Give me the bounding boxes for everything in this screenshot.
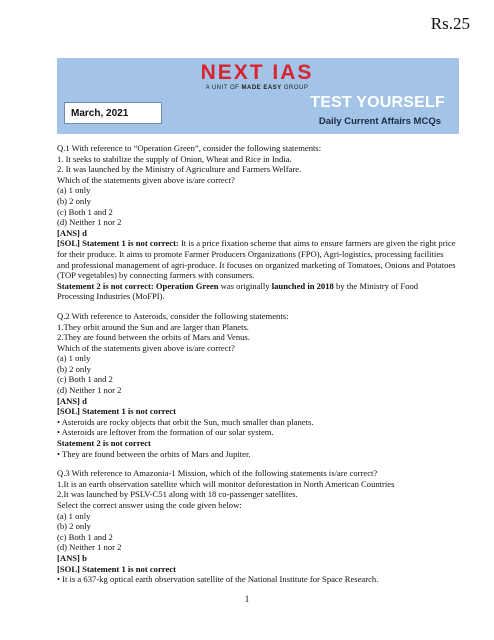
solution-1-statement-2 — [57, 281, 457, 302]
statement-1-1: 1. It seeks to stabilize the supply of Onion, Wheat and Rice in India. — [57, 153, 292, 164]
solution-2-s2-label: Statement 2 is not correct — [57, 438, 151, 449]
option-2b: (b) 2 only — [57, 363, 91, 374]
solution-1-s2-label: Statement 2 is not correct: Operation Green — [57, 280, 219, 291]
answer-1: [ANS] d — [57, 227, 87, 238]
page-title: TEST YOURSELF — [310, 94, 445, 111]
page-subtitle: Daily Current Affairs MCQs — [318, 116, 441, 127]
question-block-2 — [57, 311, 457, 459]
statement-2-2: 2.They are found between the orbits of Mars and Venus. — [57, 332, 250, 343]
logo-text: NEXT IAS — [200, 61, 314, 84]
solution-1-text: It is a price fixation scheme that aims to ensure farmers are given the right price for their produce. It aims to promote Farmer Producers Organizations (FPO), Agri-logistics, processing facilities and professional management of agri-produce. It focuses on organized marketing of Tomatoes, Onions and Potatoes (TOP vegetables) by connecting farmers with consumers. — [57, 238, 456, 281]
statement-1-2: 2. It was launched by the Ministry of Agriculture and Farmers Welfare. — [57, 164, 302, 175]
solution-2-bullet-2: • Asteroids are leftover from the formation of our solar system. — [57, 427, 274, 438]
solution-1-s2-text-a: was originally — [218, 280, 272, 291]
solution-2-label: [SOL] Statement 1 is not correct — [57, 406, 176, 417]
option-1c: (c) Both 1 and 2 — [57, 206, 113, 217]
solution-3-label: [SOL] Statement 1 is not correct — [57, 563, 176, 574]
answer-3: [ANS] b — [57, 552, 87, 563]
solution-2-bullet-1: • Asteroids are rocky objects that orbit the Sun, much smaller than planets. — [57, 416, 314, 427]
option-1d: (d) Neither 1 nor 2 — [57, 217, 122, 228]
question-1-prompt: Which of the statements given above is/are correct? — [57, 174, 235, 185]
logo-sub-suffix: GROUP — [283, 85, 309, 91]
option-2a: (a) 1 only — [57, 353, 91, 364]
option-3d: (d) Neither 1 nor 2 — [57, 542, 122, 553]
header-banner — [57, 58, 459, 134]
question-block-1 — [57, 143, 457, 302]
question-2-prompt: Which of the statements given above is/are correct? — [57, 342, 235, 353]
question-block-3 — [57, 468, 457, 585]
option-1b: (b) 2 only — [57, 195, 91, 206]
page-number: 1 — [244, 594, 250, 604]
next-ias-logo — [193, 62, 321, 91]
statement-3-2: 2.It was launched by PSLV-C51 along with 18 co-passenger satellites. — [57, 489, 298, 500]
solution-1-label: [SOL] Statement 1 is not correct: — [57, 238, 179, 249]
logo-sub-brand: MADE EASY — [241, 85, 282, 91]
statement-2-1: 1.They orbit around the Sun and are larger than Planets. — [57, 321, 249, 332]
solution-1-s2-bold: launched in 2018 — [271, 280, 334, 291]
logo-sub-prefix: A UNIT OF — [205, 85, 240, 91]
statement-3-1: 1.It is an earth observation satellite which will monitor deforestation in North American Countries — [57, 478, 395, 489]
option-3c: (c) Both 1 and 2 — [57, 531, 113, 542]
answer-2: [ANS] d — [57, 395, 87, 406]
question-2-text: Q.2 With reference to Asteroids, consider the following statements: — [57, 310, 289, 321]
option-3a: (a) 1 only — [57, 510, 91, 521]
mcq-content — [57, 143, 457, 594]
option-1a: (a) 1 only — [57, 185, 91, 196]
solution-1 — [57, 238, 457, 280]
logo-subtitle — [193, 85, 321, 91]
price-label: Rs.25 — [430, 14, 470, 33]
option-3b: (b) 2 only — [57, 521, 91, 532]
solution-3-bullet-1: • It is a 637-kg optical earth observation satellite of the National Institute for Space Research. — [57, 574, 379, 585]
option-2d: (d) Neither 1 nor 2 — [57, 385, 122, 396]
question-3-prompt: Select the correct answer using the code given below: — [57, 500, 242, 510]
date-box: March, 2021 — [64, 102, 162, 124]
question-3-text: Q.3 With reference to Amazonia-1 Mission, which of the following statements is/are correct? — [57, 468, 378, 479]
question-1-text: Q.1 With reference to “Operation Green”, consider the following statements: — [57, 143, 322, 153]
solution-2-s2-bullet-1: • They are found between the orbits of Mars and Jupiter. — [57, 448, 251, 459]
solution-1-s2-text-b: by the Ministry of Food Processing Industries (MoFPI). — [57, 280, 419, 302]
option-2c: (c) Both 1 and 2 — [57, 374, 113, 385]
